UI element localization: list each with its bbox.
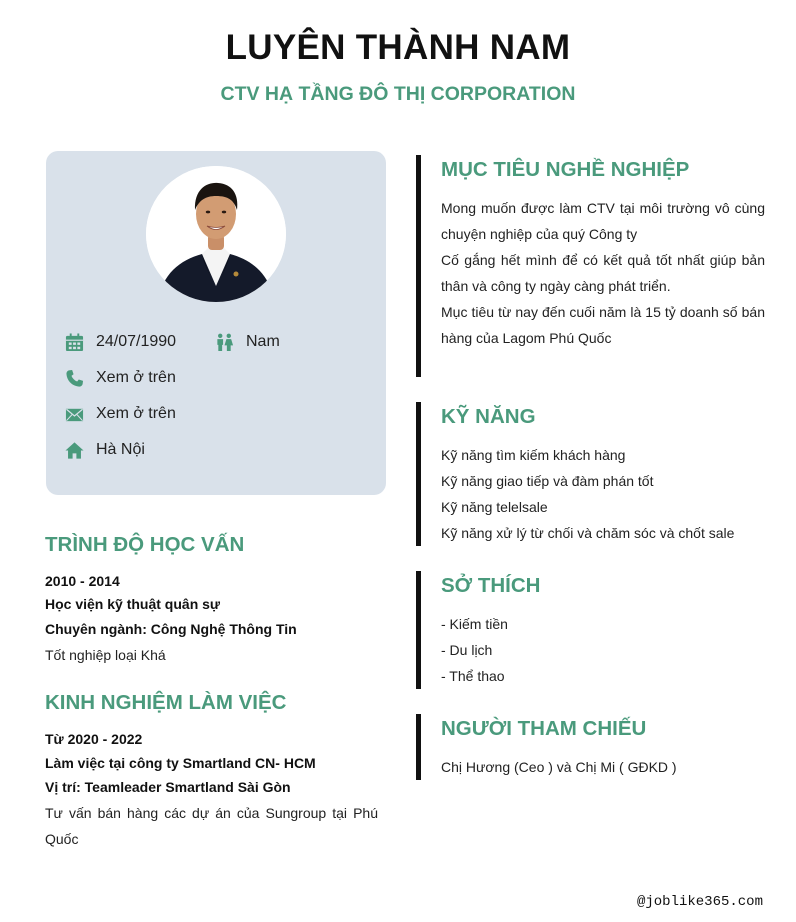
phone-icon [65,369,84,388]
phone-row [65,367,176,389]
references-text: Chị Hương (Ceo ) và Chị Mi ( GĐKD ) [441,759,677,775]
address-value: Hà Nội [96,441,145,458]
gender-row [215,331,280,353]
gender-icon [215,333,234,352]
avatar-photo [146,166,286,302]
skill-item: Kỹ năng giao tiếp và đàm phán tốt [441,473,654,489]
objective-bar [416,155,421,377]
avatar [146,166,286,302]
hobbies-bar [416,571,421,689]
address-row [65,439,145,461]
objective-paragraph: Cố gắng hết mình để có kết quả tốt nhất giúp bản thân và công ty ngày càng phát triển. [441,252,765,294]
experience-description: Tư vấn bán hàng các dự án của Sungroup tại Phú Quốc [45,805,378,847]
objective-paragraph: Mục tiêu từ nay đến cuối năm là 15 tỷ doanh số bán hàng của Lagom Phú Quốc [441,304,765,346]
skills-title: KỸ NĂNG [441,405,536,428]
email-value: Xem ở trên [96,405,176,422]
gender-value: Nam [246,333,280,350]
dob-row [65,331,176,353]
references-title: NGƯỜI THAM CHIẾU [441,717,647,740]
dob-value: 24/07/1990 [96,333,177,350]
footer-watermark: @joblike365.com [636,894,763,910]
hobby-item: - Kiếm tiền [441,616,508,632]
hobbies-title: SỞ THÍCH [441,574,541,597]
education-title: TRÌNH ĐỘ HỌC VẤN [45,533,245,556]
experience-period: Từ 2020 - 2022 [45,731,143,747]
experience-title: KINH NGHIỆM LÀM VIỆC [45,691,287,714]
education-note: Tốt nghiệp loại Khá [45,647,166,663]
skill-item: Kỹ năng telelsale [441,499,548,515]
skill-item: Kỹ năng tìm kiếm khách hàng [441,447,626,463]
experience-role: Vị trí: Teamleader Smartland Sài Gòn [45,779,291,795]
skill-item: Kỹ năng xử lý từ chối và chăm sóc và chốt sale [441,525,735,541]
candidate-name: LUYÊN THÀNH NAM [225,28,571,67]
objective-paragraph: Mong muốn được làm CTV tại môi trường vô cùng chuyện nghiệp của quý Công ty [441,200,765,242]
references-bar [416,714,421,780]
phone-value: Xem ở trên [96,369,176,386]
education-school: Học viện kỹ thuật quân sự [45,596,221,612]
skills-bar [416,402,421,546]
candidate-position: CTV HẠ TẦNG ĐÔ THỊ CORPORATION [220,83,576,105]
education-major: Chuyên ngành: Công Nghệ Thông Tin [45,621,297,637]
hobby-item: - Du lịch [441,642,493,658]
education-period: 2010 - 2014 [45,573,120,589]
profile-card [46,151,386,495]
calendar-icon [65,333,84,352]
mail-icon [65,405,84,424]
experience-company: Làm việc tại công ty Smartland CN- HCM [45,755,316,771]
hobby-item: - Thể thao [441,668,505,684]
objective-title: MỤC TIÊU NGHỀ NGHIỆP [441,158,690,181]
email-row [65,403,176,425]
home-icon [65,441,84,460]
